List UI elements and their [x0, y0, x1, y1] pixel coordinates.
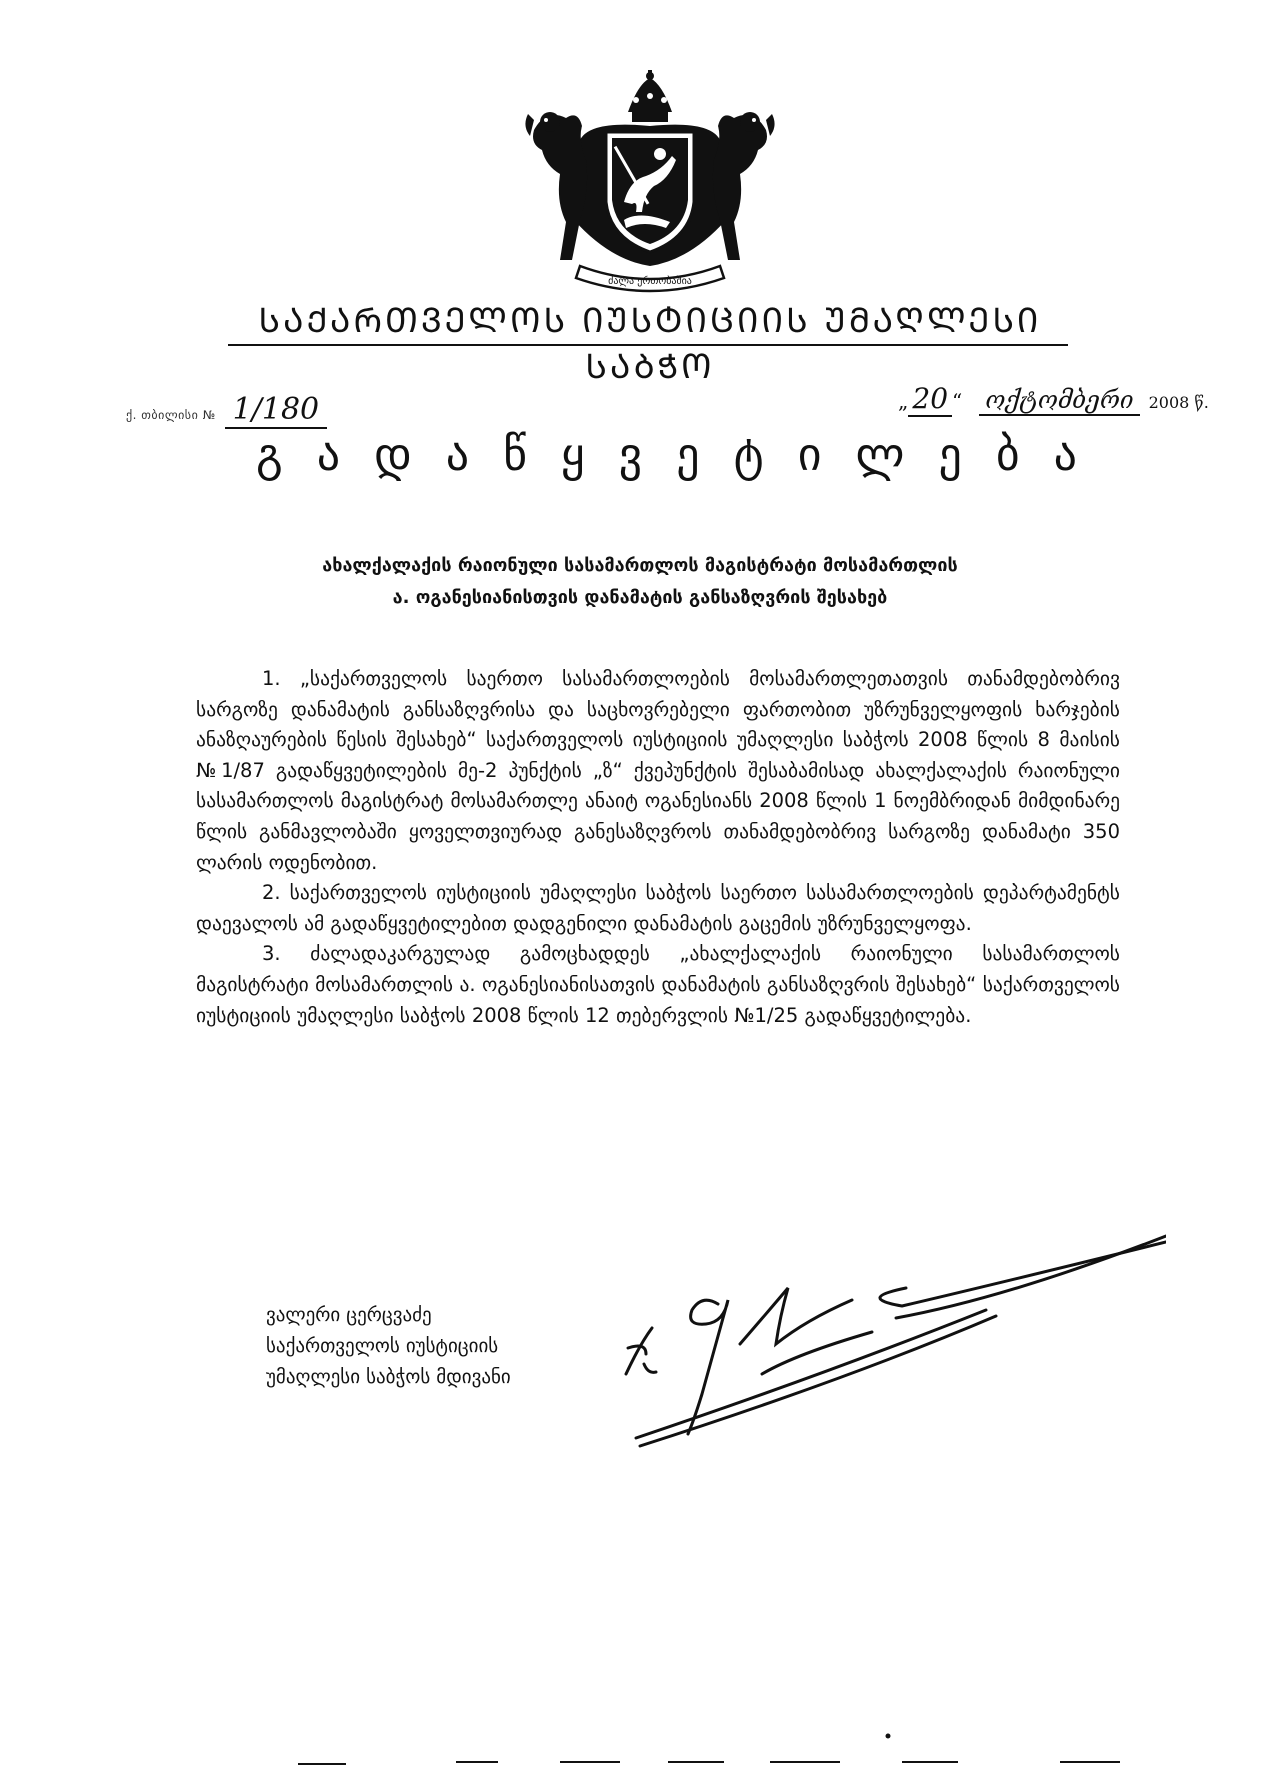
subject-line-2: ა. ოგანესიანისთვის დანამატის განსაზღვრის შესახებ [392, 587, 888, 608]
date-quote-close: “ [952, 389, 963, 413]
issuer-name: ᲡᲐᲥᲐᲠᲗᲕᲔᲚᲝᲡ ᲘᲣᲡᲢᲘᲪᲘᲘᲡ ᲣᲛᲐᲦᲚᲔᲡᲘ ᲡᲐᲑᲭᲝ [258, 301, 1042, 387]
date-year: 2008 წ. [1148, 393, 1209, 412]
date-quote-open: „ [898, 389, 909, 413]
signatory-position-2: უმაღლესი საბჭოს მდივანი [266, 1366, 511, 1388]
paragraph-2: 2. საქართველოს იუსტიციის უმაღლესი საბჭოს საერთო სასამართლოების დეპარტამენტს დაევალოს ამ გადაწყვეტილებით დადგენილი დანამატის გაცემის უზრუნველყოფა. [196, 881, 1120, 935]
subject-line-1: ახალქალაქის რაიონული სასამართლოს მაგისტრატი მოსამართლის [322, 555, 958, 576]
date-month: ოქტომბერი [979, 386, 1139, 416]
registration-label: ქ. თბილისი № [126, 408, 216, 422]
registration-value: 1/180 [225, 392, 327, 429]
decision-body [196, 664, 1120, 1031]
header-divider [228, 344, 1068, 346]
signatory-block [266, 1300, 511, 1393]
signatory-position-1: საქართველოს იუსტიციის [266, 1335, 499, 1357]
signatory-name: ვალერი ცერცვაძე [266, 1304, 432, 1326]
handwritten-signature [606, 1224, 1166, 1454]
date-day: 20 [908, 382, 952, 417]
document-date [898, 382, 1209, 415]
coat-of-arms-icon [520, 70, 780, 295]
registration-number [126, 392, 327, 427]
emblem-motto: ძალა ერთობაშია [608, 276, 692, 287]
paragraph-1: 1. „საქართველოს საერთო სასამართლოების მოსამართლეთათვის თანამდებობრივ სარგოზე დანამატის განსაზღვრისა და საცხოვრებელი ფართობით უზრუნველყოფის ხარჯების ანაზღაურების წესის შესახებ“ საქართველოს იუსტიციის უმაღლესი საბჭოს 2008 წლის 8 მაისის №1/87 გადაწყვეტილების მე-2 პუნქტის „ზ“ ქვეპუნქტის შესაბამისად ახალქალაქის რაიონული სასამართლოს მაგისტრატ მოსამართლე ანაიტ ოგანესიანს 2008 წლის 1 ნოემბრიდან მიმდინარე წლის განმავლობაში ყოველთვიურად განესაზღვროს თანამდებობრივ სარგოზე დანამატი 350 ლარის ოდენობით. [196, 667, 1120, 874]
document-title: გადაწყვეტილება [256, 427, 1112, 481]
paragraph-3: 3. ძალადაკარგულად გამოცხადდეს „ახალქალაქის რაიონული სასამართლოს მაგისტრატი მოსამართლის ა. ოგანესიანისათვის დანამატის განსაზღვრის შესახებ“ საქართველოს იუსტიციის უმაღლესი საბჭოს 2008 წლის 12 თებერვლის №1/25 გადაწყვეტილება. [196, 942, 1120, 1027]
subject-heading [240, 550, 1040, 614]
